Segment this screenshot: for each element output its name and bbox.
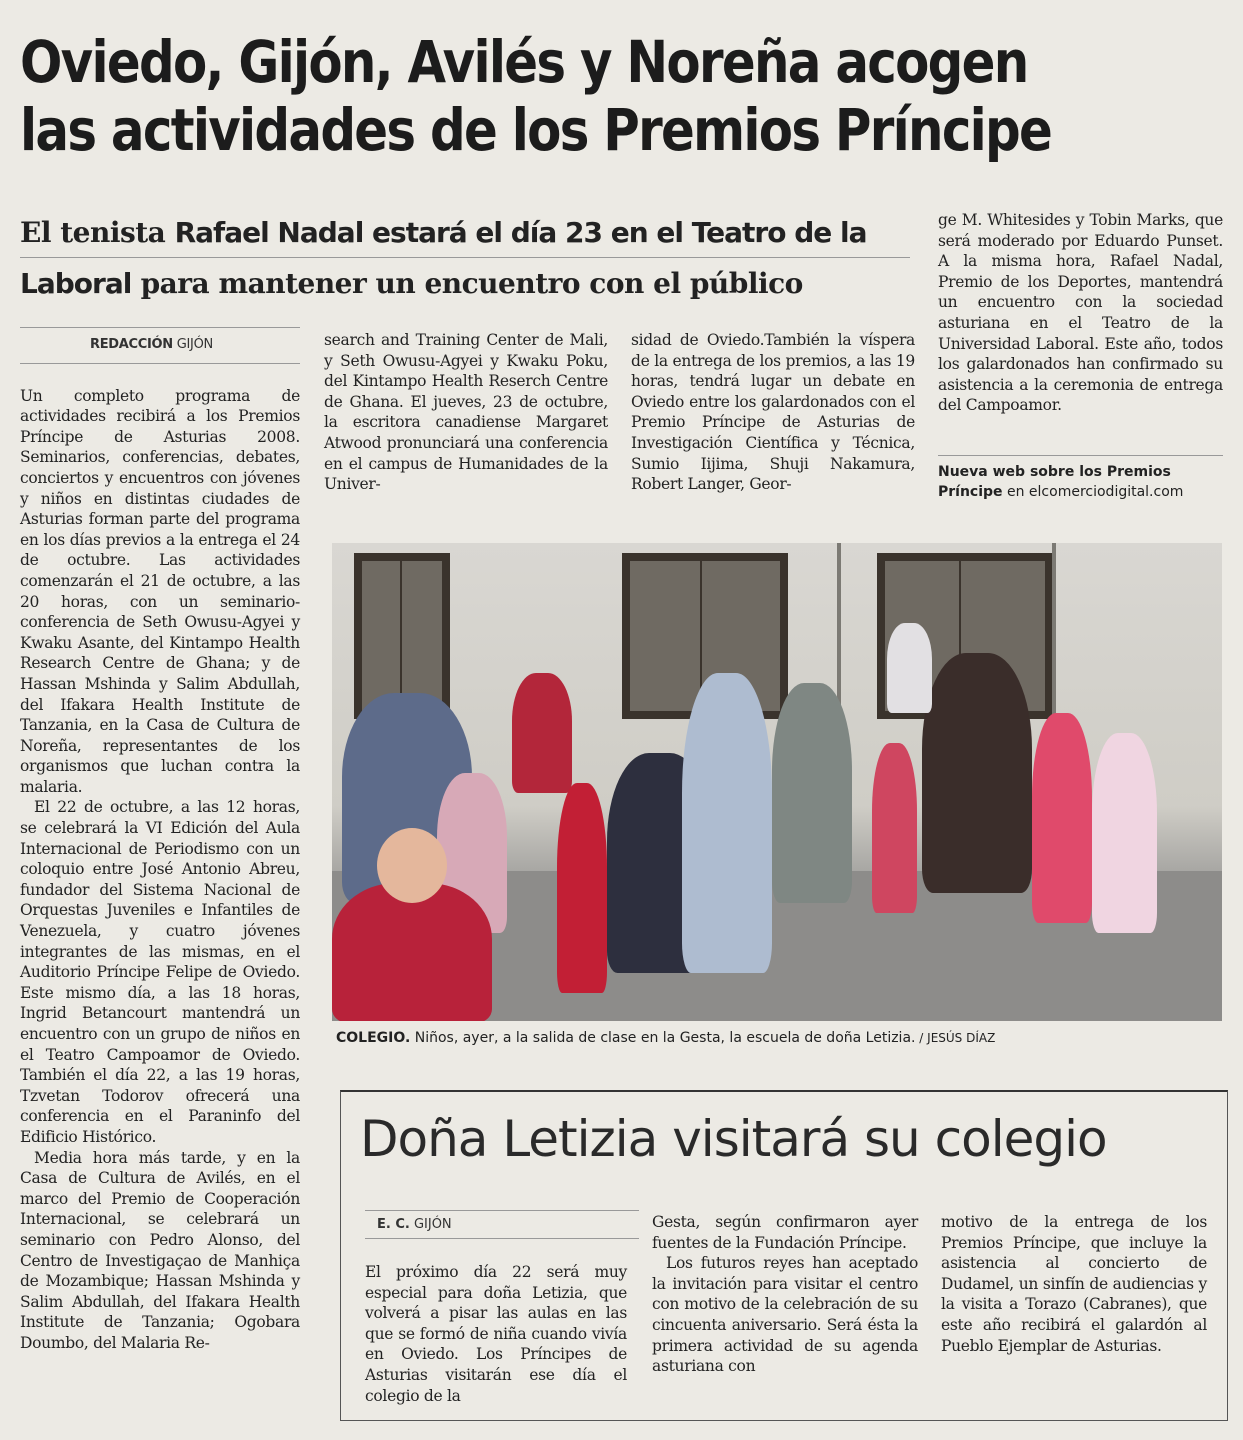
photo-person (1092, 733, 1157, 933)
sidebar-column-2 (652, 1212, 918, 1377)
article-paragraph: sidad de Oviedo.También la víspera de la entrega de los premios, a las 19 horas, tendrá lugar un debate en Oviedo entre los galardonados con el Premio Príncipe de Asturias de Investigación Científica y Técnica, Sumio Iijima, Shuji Nakamura, Robert Langer, Geor- (631, 331, 915, 494)
photo-school-children (332, 543, 1222, 1021)
sidebar-column-1 (365, 1262, 627, 1406)
sidebar-paragraph: Gesta, según confirmaron ayer fuentes de la Fundación Príncipe. (652, 1213, 918, 1252)
caption-label: COLEGIO. (336, 1030, 411, 1046)
sidebar-byline (365, 1210, 639, 1239)
photo-child-head (377, 828, 447, 903)
photo-person (887, 623, 932, 713)
sidebar-title: Doña Letizia visitará su colegio (360, 1110, 1107, 1168)
photo-person (772, 683, 852, 903)
subheadline-text: El tenista (20, 216, 175, 249)
sidebar-paragraph: Los futuros reyes han aceptado la invitación para visitar el centro con motivo de la celebración de su cincuenta aniversario. Será ésta la primera actividad de su agenda asturiana con (652, 1254, 918, 1376)
photo-person (682, 673, 772, 973)
photo-person (512, 673, 572, 793)
photo-person (1032, 713, 1092, 923)
photo-person (872, 743, 917, 913)
subheadline-line-1 (20, 213, 910, 258)
subheadline-text: para mantener un encuentro con el público (131, 267, 803, 300)
article-column-1 (20, 327, 300, 1354)
sidebar-byline-place: GIJÓN (409, 1217, 452, 1232)
web-promo-url: en elcomerciodigital.com (1002, 484, 1184, 500)
photo-person (557, 783, 607, 993)
headline-line-2: las actividades de los Premios Príncipe (20, 96, 1052, 164)
subheadline (20, 213, 920, 304)
subheadline-line-2 (20, 258, 920, 304)
sidebar-column-3 (941, 1212, 1207, 1356)
subheadline-bold: Rafael Nadal estará el día 23 en el Teatro de la (174, 216, 867, 249)
sidebar-byline-author: E. C. (377, 1217, 410, 1232)
article-paragraph: El 22 de octubre, a las 12 horas, se celebrará la VI Edición del Aula Internacional de Periodismo con un coloquio entre José Antonio Abreu, fundador del Sistema Nacional de Orquestas Juveniles e Infantiles de Venezuela, y cuatro jóvenes integrantes de las mismas, en el Auditorio Príncipe Felipe de Oviedo. Este mismo día, a las 18 horas, Ingrid Betancourt mantendrá un encuentro con un grupo de niños en el Teatro Campoamor de Oviedo. También el día 22, a las 19 horas, Tzvetan Todorov ofrecerá una conferencia en el Paraninfo del Edificio Histórico. (20, 798, 300, 1146)
caption-text: Niños, ayer, a la salida de clase en la Gesta, la escuela de doña Letizia. (410, 1030, 916, 1046)
article-paragraph: search and Training Center de Mali, y Seth Owusu-Agyei y Kwaku Poku, del Kintampo Health Reserch Centre de Ghana. El jueves, 23 de octubre, la escritora canadiense Margaret Atwood pronunciará una conferencia en el campus de Humanidades de la Univer- (324, 331, 608, 494)
article-paragraph: ge M. Whitesides y Tobin Marks, que será moderado por Eduardo Punset. A la misma hora, Rafael Nadal, Premio de los Deportes, mantendrá un encuentro con la sociedad asturiana en el Teatro de la Universidad Laboral. Este año, todos los galardonados han confirmado su asistencia a la ceremonia de entrega del Campoamor. (938, 211, 1223, 415)
photo-caption (336, 1030, 1216, 1046)
web-promo-bold: Nueva web sobre los Premios Príncipe (938, 464, 1171, 500)
sidebar-paragraph: motivo de la entrega de los Premios Príncipe, que incluye la asistencia al concierto de Dudamel, un sinfín de audiencias y la visita a Torazo (Cabranes), que este año recibirá el galardón al Pueblo Ejemplar de Asturias. (941, 1213, 1207, 1355)
caption-credit: / JESÚS DÍAZ (915, 1031, 996, 1045)
web-promo-note (938, 455, 1223, 502)
article-column-2 (324, 330, 608, 495)
article-byline (20, 327, 300, 364)
byline-place: GIJÓN (172, 337, 213, 352)
photo-child-foreground (332, 883, 492, 1021)
photo-person (922, 653, 1032, 893)
byline-author: REDACCIÓN (90, 337, 173, 352)
sidebar-paragraph: El próximo día 22 será muy especial para doña Letizia, que volverá a pisar las aulas en las que se formó de niña cuando vivía en Oviedo. Los Príncipes de Asturias visitarán ese día el colegio de la (365, 1263, 627, 1405)
headline-line-1: Oviedo, Gijón, Avilés y Noreña acogen (20, 28, 1028, 96)
headline (20, 28, 1061, 164)
subheadline-bold: Laboral (20, 267, 132, 300)
article-paragraph: Media hora más tarde, y en la Casa de Cultura de Avilés, en el marco del Premio de Cooperación Internacional, se celebrará un seminario con Pedro Alonso, del Centro de Investigaçao de Manhiça de Mozambique; Hassan Mshinda y Salim Abdullah, del Ifakara Health Institute de Tanzania; Ogobara Doumbo, del Malaria Re- (20, 1148, 300, 1352)
article-column-3 (631, 330, 915, 495)
article-paragraph: Un completo programa de actividades recibirá a los Premios Príncipe de Asturias 2008. Seminarios, conferencias, debates, conciertos y encuentros con jóvenes y niños en distintas ciudades de Asturias forman parte del programa en los días previos a la entrega el 24 de octubre. Las actividades comenzarán el 21 de octubre, a las 20 horas, con un seminario-conferencia de Seth Owusu-Agyei y Kwaku Asante, del Kintampo Health Research Centre de Ghana; y de Hassan Mshinda y Salim Abdullah, del Ifakara Health Institute de Tanzania, en la Casa de Cultura de Noreña, representantes de los organismos que luchan contra la malaria. (20, 386, 300, 796)
article-column-4 (938, 210, 1223, 416)
